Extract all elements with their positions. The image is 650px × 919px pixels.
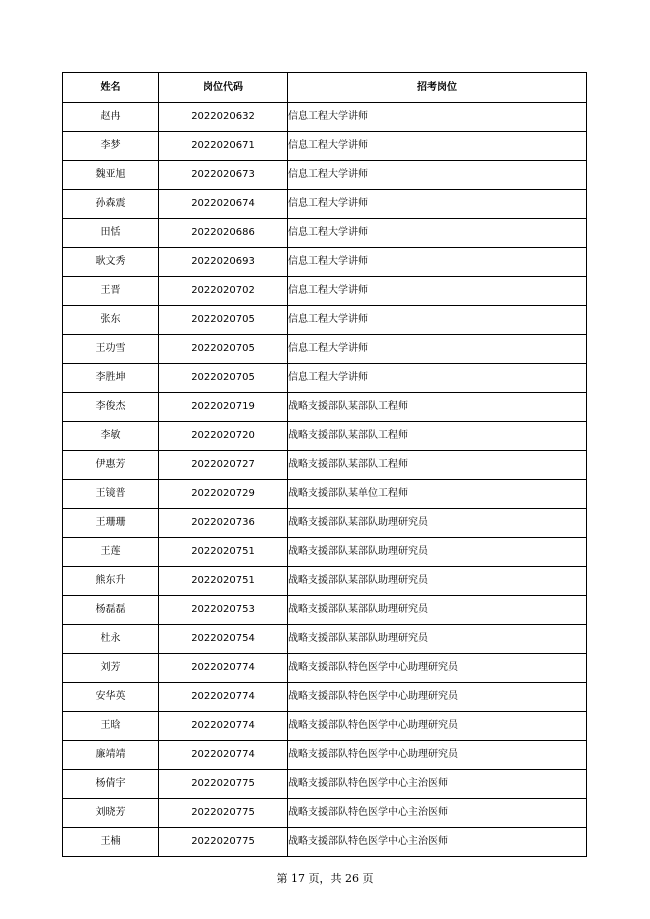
name-cell: 刘芳 [63, 654, 159, 683]
name-cell: 王镜普 [63, 480, 159, 509]
table-row [63, 596, 587, 625]
name-cell: 杨倩宇 [63, 770, 159, 799]
code-cell: 2022020751 [159, 567, 288, 596]
table-row [63, 654, 587, 683]
code-cell: 2022020632 [159, 103, 288, 132]
code-cell: 2022020736 [159, 509, 288, 538]
table-row [63, 306, 587, 335]
post-cell: 信息工程大学讲师 [288, 219, 587, 248]
name-cell: 田恬 [63, 219, 159, 248]
name-cell: 王晋 [63, 277, 159, 306]
post-cell: 信息工程大学讲师 [288, 132, 587, 161]
table-row [63, 422, 587, 451]
table-row [63, 509, 587, 538]
header-post: 招考岗位 [288, 73, 587, 103]
table-row [63, 393, 587, 422]
header-name: 姓名 [63, 73, 159, 103]
table-header-row [63, 73, 587, 103]
candidate-table [62, 72, 587, 857]
table-row [63, 683, 587, 712]
table-row [63, 625, 587, 654]
code-cell: 2022020693 [159, 248, 288, 277]
table-row [63, 103, 587, 132]
name-cell: 李俊杰 [63, 393, 159, 422]
post-cell: 信息工程大学讲师 [288, 306, 587, 335]
code-cell: 2022020774 [159, 712, 288, 741]
table-row [63, 132, 587, 161]
code-cell: 2022020705 [159, 364, 288, 393]
name-cell: 孙森震 [63, 190, 159, 219]
post-cell: 信息工程大学讲师 [288, 277, 587, 306]
name-cell: 赵冉 [63, 103, 159, 132]
code-cell: 2022020729 [159, 480, 288, 509]
table-row [63, 248, 587, 277]
post-cell: 战略支援部队特色医学中心主治医师 [288, 770, 587, 799]
post-cell: 战略支援部队某部队助理研究员 [288, 625, 587, 654]
name-cell: 王晗 [63, 712, 159, 741]
name-cell: 熊东升 [63, 567, 159, 596]
post-cell: 信息工程大学讲师 [288, 335, 587, 364]
post-cell: 战略支援部队特色医学中心主治医师 [288, 799, 587, 828]
table-row [63, 161, 587, 190]
table-row [63, 828, 587, 857]
post-cell: 信息工程大学讲师 [288, 364, 587, 393]
post-cell: 信息工程大学讲师 [288, 103, 587, 132]
code-cell: 2022020702 [159, 277, 288, 306]
table-row [63, 480, 587, 509]
post-cell: 战略支援部队某单位工程师 [288, 480, 587, 509]
table-row [63, 567, 587, 596]
page-number: 第 17 页，共 26 页 [276, 872, 374, 885]
code-cell: 2022020727 [159, 451, 288, 480]
name-cell: 王楠 [63, 828, 159, 857]
name-cell: 杨磊磊 [63, 596, 159, 625]
post-cell: 战略支援部队某部队工程师 [288, 422, 587, 451]
table-row [63, 712, 587, 741]
post-cell: 战略支援部队特色医学中心助理研究员 [288, 741, 587, 770]
post-cell: 战略支援部队特色医学中心主治医师 [288, 828, 587, 857]
post-cell: 战略支援部队某部队助理研究员 [288, 596, 587, 625]
table-row [63, 190, 587, 219]
name-cell: 伊惠芳 [63, 451, 159, 480]
post-cell: 战略支援部队特色医学中心助理研究员 [288, 683, 587, 712]
code-cell: 2022020775 [159, 799, 288, 828]
code-cell: 2022020754 [159, 625, 288, 654]
header-code: 岗位代码 [159, 73, 288, 103]
post-cell: 战略支援部队某部队助理研究员 [288, 538, 587, 567]
table-row [63, 335, 587, 364]
post-cell: 战略支援部队特色医学中心助理研究员 [288, 654, 587, 683]
table-row [63, 799, 587, 828]
code-cell: 2022020774 [159, 741, 288, 770]
code-cell: 2022020774 [159, 654, 288, 683]
table-body [63, 103, 587, 857]
code-cell: 2022020673 [159, 161, 288, 190]
code-cell: 2022020751 [159, 538, 288, 567]
name-cell: 刘晓芳 [63, 799, 159, 828]
name-cell: 李梦 [63, 132, 159, 161]
name-cell: 王功雪 [63, 335, 159, 364]
code-cell: 2022020720 [159, 422, 288, 451]
table-row [63, 277, 587, 306]
name-cell: 王珊珊 [63, 509, 159, 538]
code-cell: 2022020719 [159, 393, 288, 422]
name-cell: 魏亚旭 [63, 161, 159, 190]
code-cell: 2022020705 [159, 335, 288, 364]
code-cell: 2022020775 [159, 828, 288, 857]
code-cell: 2022020674 [159, 190, 288, 219]
name-cell: 耿文秀 [63, 248, 159, 277]
post-cell: 战略支援部队某部队工程师 [288, 451, 587, 480]
code-cell: 2022020686 [159, 219, 288, 248]
name-cell: 廉靖靖 [63, 741, 159, 770]
name-cell: 安华英 [63, 683, 159, 712]
code-cell: 2022020671 [159, 132, 288, 161]
table-row [63, 741, 587, 770]
name-cell: 张东 [63, 306, 159, 335]
table-row [63, 219, 587, 248]
table-row [63, 770, 587, 799]
post-cell: 信息工程大学讲师 [288, 161, 587, 190]
post-cell: 战略支援部队某部队助理研究员 [288, 567, 587, 596]
table-row [63, 451, 587, 480]
table-row [63, 364, 587, 393]
code-cell: 2022020753 [159, 596, 288, 625]
name-cell: 李胜坤 [63, 364, 159, 393]
post-cell: 信息工程大学讲师 [288, 190, 587, 219]
code-cell: 2022020705 [159, 306, 288, 335]
code-cell: 2022020775 [159, 770, 288, 799]
table-row [63, 538, 587, 567]
name-cell: 李敏 [63, 422, 159, 451]
post-cell: 战略支援部队特色医学中心助理研究员 [288, 712, 587, 741]
name-cell: 王莲 [63, 538, 159, 567]
post-cell: 战略支援部队某部队工程师 [288, 393, 587, 422]
code-cell: 2022020774 [159, 683, 288, 712]
post-cell: 战略支援部队某部队助理研究员 [288, 509, 587, 538]
post-cell: 信息工程大学讲师 [288, 248, 587, 277]
name-cell: 杜永 [63, 625, 159, 654]
